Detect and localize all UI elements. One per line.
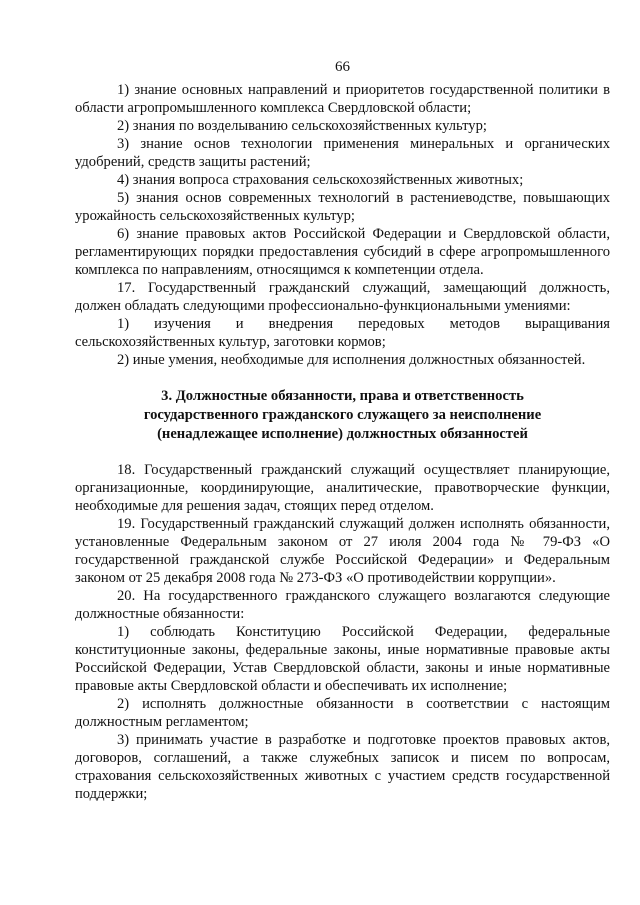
skills-item-1: 1) изучения и внедрения передовых методов выращивания сельскохозяйственных культур, заготовки кормов; bbox=[75, 316, 610, 350]
skills-item-2: 2) иные умения, необходимые для исполнения должностных обязанностей. bbox=[117, 352, 586, 368]
knowledge-item-6: 6) знание правовых актов Российской Федерации и Свердловской области, регламентирующих порядки предоставления субсидий в сфере агропромышленного комплекса по направлениям, относящимся к компетенции отдела. bbox=[75, 226, 610, 278]
knowledge-item-2: 2) знания по возделыванию сельскохозяйственных культур; bbox=[117, 118, 487, 134]
section-heading-line-1: 3. Должностные обязанности, права и ответственность bbox=[161, 388, 524, 404]
knowledge-item-3: 3) знание основ технологии применения минеральных и органических удобрений, средств защиты растений; bbox=[75, 136, 610, 170]
clause-20: 20. На государственного гражданского служащего возлагаются следующие должностные обязанности: bbox=[75, 588, 610, 622]
paragraphs-top bbox=[75, 81, 610, 369]
section-heading bbox=[75, 387, 610, 444]
duty-item-2: 2) исполнять должностные обязанности в соответствии с настоящим должностным регламентом; bbox=[75, 696, 610, 730]
knowledge-item-5: 5) знания основ современных технологий в растениеводстве, повышающих урожайность сельскохозяйственных культур; bbox=[75, 190, 610, 224]
paragraphs-bottom bbox=[75, 461, 610, 803]
section-heading-line-2: государственного гражданского служащего за неисполнение bbox=[143, 407, 542, 423]
clause-17: 17. Государственный гражданский служащий, замещающий должность, должен обладать следующими профессионально-функциональными умениями: bbox=[75, 280, 610, 314]
section-heading-line-3: (ненадлежащее исполнение) должностных обязанностей bbox=[157, 426, 528, 442]
clause-19: 19. Государственный гражданский служащий должен исполнять обязанности, установленные Федеральным законом от 27 июля 2004 года № 79-ФЗ «О государственной гражданской службе Российской Федерации» и Федеральным законом от 25 декабря 2008 года № 273-ФЗ «О противодействии коррупции». bbox=[75, 516, 610, 586]
clause-18: 18. Государственный гражданский служащий осуществляет планирующие, организационные, координирующие, аналитические, правотворческие функции, необходимые для решения задач, стоящих перед отделом. bbox=[75, 462, 610, 514]
page-number: 66 bbox=[335, 59, 350, 75]
knowledge-item-1: 1) знание основных направлений и приоритетов государственной политики в области агропромышленного комплекса Свердловской области; bbox=[75, 82, 610, 116]
duty-item-3: 3) принимать участие в разработке и подготовке проектов правовых актов, договоров, соглашений, а также служебных записок и писем по вопросам, страхования сельскохозяйственных животных с участием средств государственной поддержки; bbox=[75, 732, 610, 802]
knowledge-item-4: 4) знания вопроса страхования сельскохозяйственных животных; bbox=[117, 172, 524, 188]
duty-item-1: 1) соблюдать Конституцию Российской Федерации, федеральные конституционные законы, федеральные законы, иные нормативные правовые акты Российской Федерации, Устав Свердловской области, законы и иные нормативные правовые акты Свердловской области и обеспечивать их исполнение; bbox=[75, 624, 610, 694]
